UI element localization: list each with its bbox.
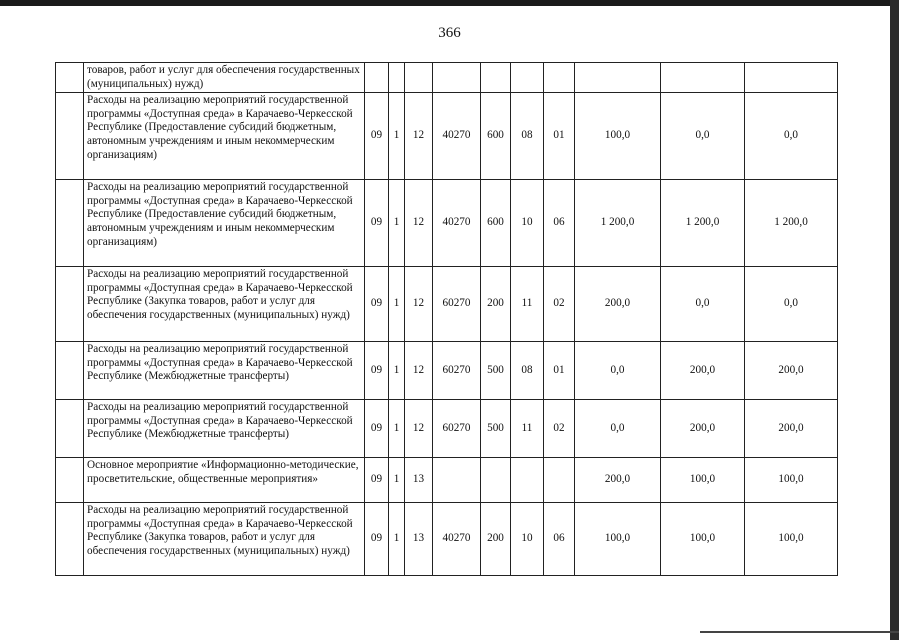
cell-direction: 60270 [433, 267, 481, 342]
cell-podrazdel [544, 458, 575, 503]
cell-sum-year1: 0,0 [575, 342, 661, 400]
cell-sum-year3: 1 200,0 [745, 180, 838, 267]
cell-sum-year2: 100,0 [661, 458, 745, 503]
cell-expense-type: 600 [481, 93, 511, 180]
table-row [56, 93, 838, 180]
cell-number [56, 503, 84, 576]
cell-razdel [511, 63, 544, 93]
cell-description: Расходы на реализацию мероприятий государственной программы «Доступная среда» в Карачаево-Черкесской Республике (Предоставление субсидий бюджетным, автономным учреждениям и иным некоммерческим организациям) [84, 93, 365, 180]
budget-table [55, 62, 838, 576]
cell-expense-type: 500 [481, 342, 511, 400]
cell-measure: 13 [405, 503, 433, 576]
cell-razdel [511, 458, 544, 503]
table-row [56, 342, 838, 400]
scan-edge-bottom [700, 631, 899, 633]
cell-podrazdel: 01 [544, 93, 575, 180]
cell-description: Основное мероприятие «Информационно-методические, просветительские, общественные мероприятия» [84, 458, 365, 503]
cell-sum-year1: 1 200,0 [575, 180, 661, 267]
cell-number [56, 458, 84, 503]
cell-subprogram: 1 [389, 93, 405, 180]
cell-direction: 40270 [433, 503, 481, 576]
cell-sum-year1: 200,0 [575, 458, 661, 503]
cell-measure: 12 [405, 180, 433, 267]
cell-description: товаров, работ и услуг для обеспечения государственных (муниципальных) нужд) [84, 63, 365, 93]
cell-description: Расходы на реализацию мероприятий государственной программы «Доступная среда» в Карачаево-Черкесской Республике (Закупка товаров, работ и услуг для обеспечения государственных (муниципальных) нужд) [84, 267, 365, 342]
cell-sum-year3: 100,0 [745, 458, 838, 503]
cell-subprogram: 1 [389, 342, 405, 400]
cell-podrazdel [544, 63, 575, 93]
cell-measure: 12 [405, 93, 433, 180]
cell-direction: 40270 [433, 93, 481, 180]
cell-sum-year2: 200,0 [661, 400, 745, 458]
cell-description: Расходы на реализацию мероприятий государственной программы «Доступная среда» в Карачаево-Черкесской Республике (Предоставление субсидий бюджетным, автономным учреждениям и иным некоммерческим организациям) [84, 180, 365, 267]
cell-sum-year3: 100,0 [745, 503, 838, 576]
scan-edge-right [890, 0, 899, 640]
cell-expense-type [481, 63, 511, 93]
cell-sum-year1: 200,0 [575, 267, 661, 342]
table-row [56, 180, 838, 267]
cell-sum-year3 [745, 63, 838, 93]
cell-subprogram: 1 [389, 180, 405, 267]
page-number: 366 [438, 25, 461, 41]
table-row [56, 458, 838, 503]
cell-direction: 60270 [433, 400, 481, 458]
cell-subprogram: 1 [389, 400, 405, 458]
cell-sum-year2: 200,0 [661, 342, 745, 400]
cell-expense-type: 200 [481, 503, 511, 576]
cell-direction [433, 63, 481, 93]
cell-direction: 60270 [433, 342, 481, 400]
table-row [56, 63, 838, 93]
table-row [56, 503, 838, 576]
cell-direction: 40270 [433, 180, 481, 267]
cell-sum-year1: 0,0 [575, 400, 661, 458]
cell-sum-year2: 0,0 [661, 267, 745, 342]
table-row [56, 267, 838, 342]
cell-subprogram: 1 [389, 503, 405, 576]
table-row [56, 400, 838, 458]
cell-measure: 12 [405, 342, 433, 400]
cell-sum-year2: 0,0 [661, 93, 745, 180]
cell-razdel: 08 [511, 342, 544, 400]
cell-section: 09 [365, 267, 389, 342]
cell-expense-type: 600 [481, 180, 511, 267]
cell-sum-year2: 100,0 [661, 503, 745, 576]
cell-sum-year3: 0,0 [745, 267, 838, 342]
cell-podrazdel: 06 [544, 180, 575, 267]
cell-sum-year1: 100,0 [575, 503, 661, 576]
cell-description: Расходы на реализацию мероприятий государственной программы «Доступная среда» в Карачаево-Черкесской Республике (Межбюджетные трансферты) [84, 342, 365, 400]
cell-section: 09 [365, 93, 389, 180]
cell-sum-year3: 200,0 [745, 342, 838, 400]
cell-razdel: 10 [511, 503, 544, 576]
cell-measure: 12 [405, 400, 433, 458]
cell-number [56, 63, 84, 93]
cell-number [56, 267, 84, 342]
cell-subprogram [389, 63, 405, 93]
cell-podrazdel: 02 [544, 400, 575, 458]
cell-podrazdel: 06 [544, 503, 575, 576]
cell-section: 09 [365, 400, 389, 458]
cell-direction [433, 458, 481, 503]
cell-razdel: 11 [511, 267, 544, 342]
cell-razdel: 10 [511, 180, 544, 267]
cell-measure: 12 [405, 267, 433, 342]
cell-measure: 13 [405, 458, 433, 503]
cell-sum-year1: 100,0 [575, 93, 661, 180]
cell-subprogram: 1 [389, 458, 405, 503]
cell-razdel: 08 [511, 93, 544, 180]
cell-sum-year2 [661, 63, 745, 93]
cell-measure [405, 63, 433, 93]
cell-section: 09 [365, 342, 389, 400]
cell-number [56, 180, 84, 267]
cell-expense-type: 200 [481, 267, 511, 342]
cell-podrazdel: 02 [544, 267, 575, 342]
cell-section: 09 [365, 503, 389, 576]
cell-expense-type: 500 [481, 400, 511, 458]
cell-podrazdel: 01 [544, 342, 575, 400]
scan-edge-top [0, 0, 899, 6]
cell-sum-year3: 200,0 [745, 400, 838, 458]
cell-sum-year2: 1 200,0 [661, 180, 745, 267]
cell-subprogram: 1 [389, 267, 405, 342]
cell-description: Расходы на реализацию мероприятий государственной программы «Доступная среда» в Карачаево-Черкесской Республике (Межбюджетные трансферты) [84, 400, 365, 458]
cell-razdel: 11 [511, 400, 544, 458]
cell-section: 09 [365, 180, 389, 267]
cell-sum-year3: 0,0 [745, 93, 838, 180]
cell-sum-year1 [575, 63, 661, 93]
cell-section: 09 [365, 458, 389, 503]
cell-number [56, 93, 84, 180]
cell-expense-type [481, 458, 511, 503]
cell-description: Расходы на реализацию мероприятий государственной программы «Доступная среда» в Карачаево-Черкесской Республике (Закупка товаров, работ и услуг для обеспечения государственных (муниципальных) нужд) [84, 503, 365, 576]
cell-number [56, 400, 84, 458]
cell-number [56, 342, 84, 400]
cell-section [365, 63, 389, 93]
